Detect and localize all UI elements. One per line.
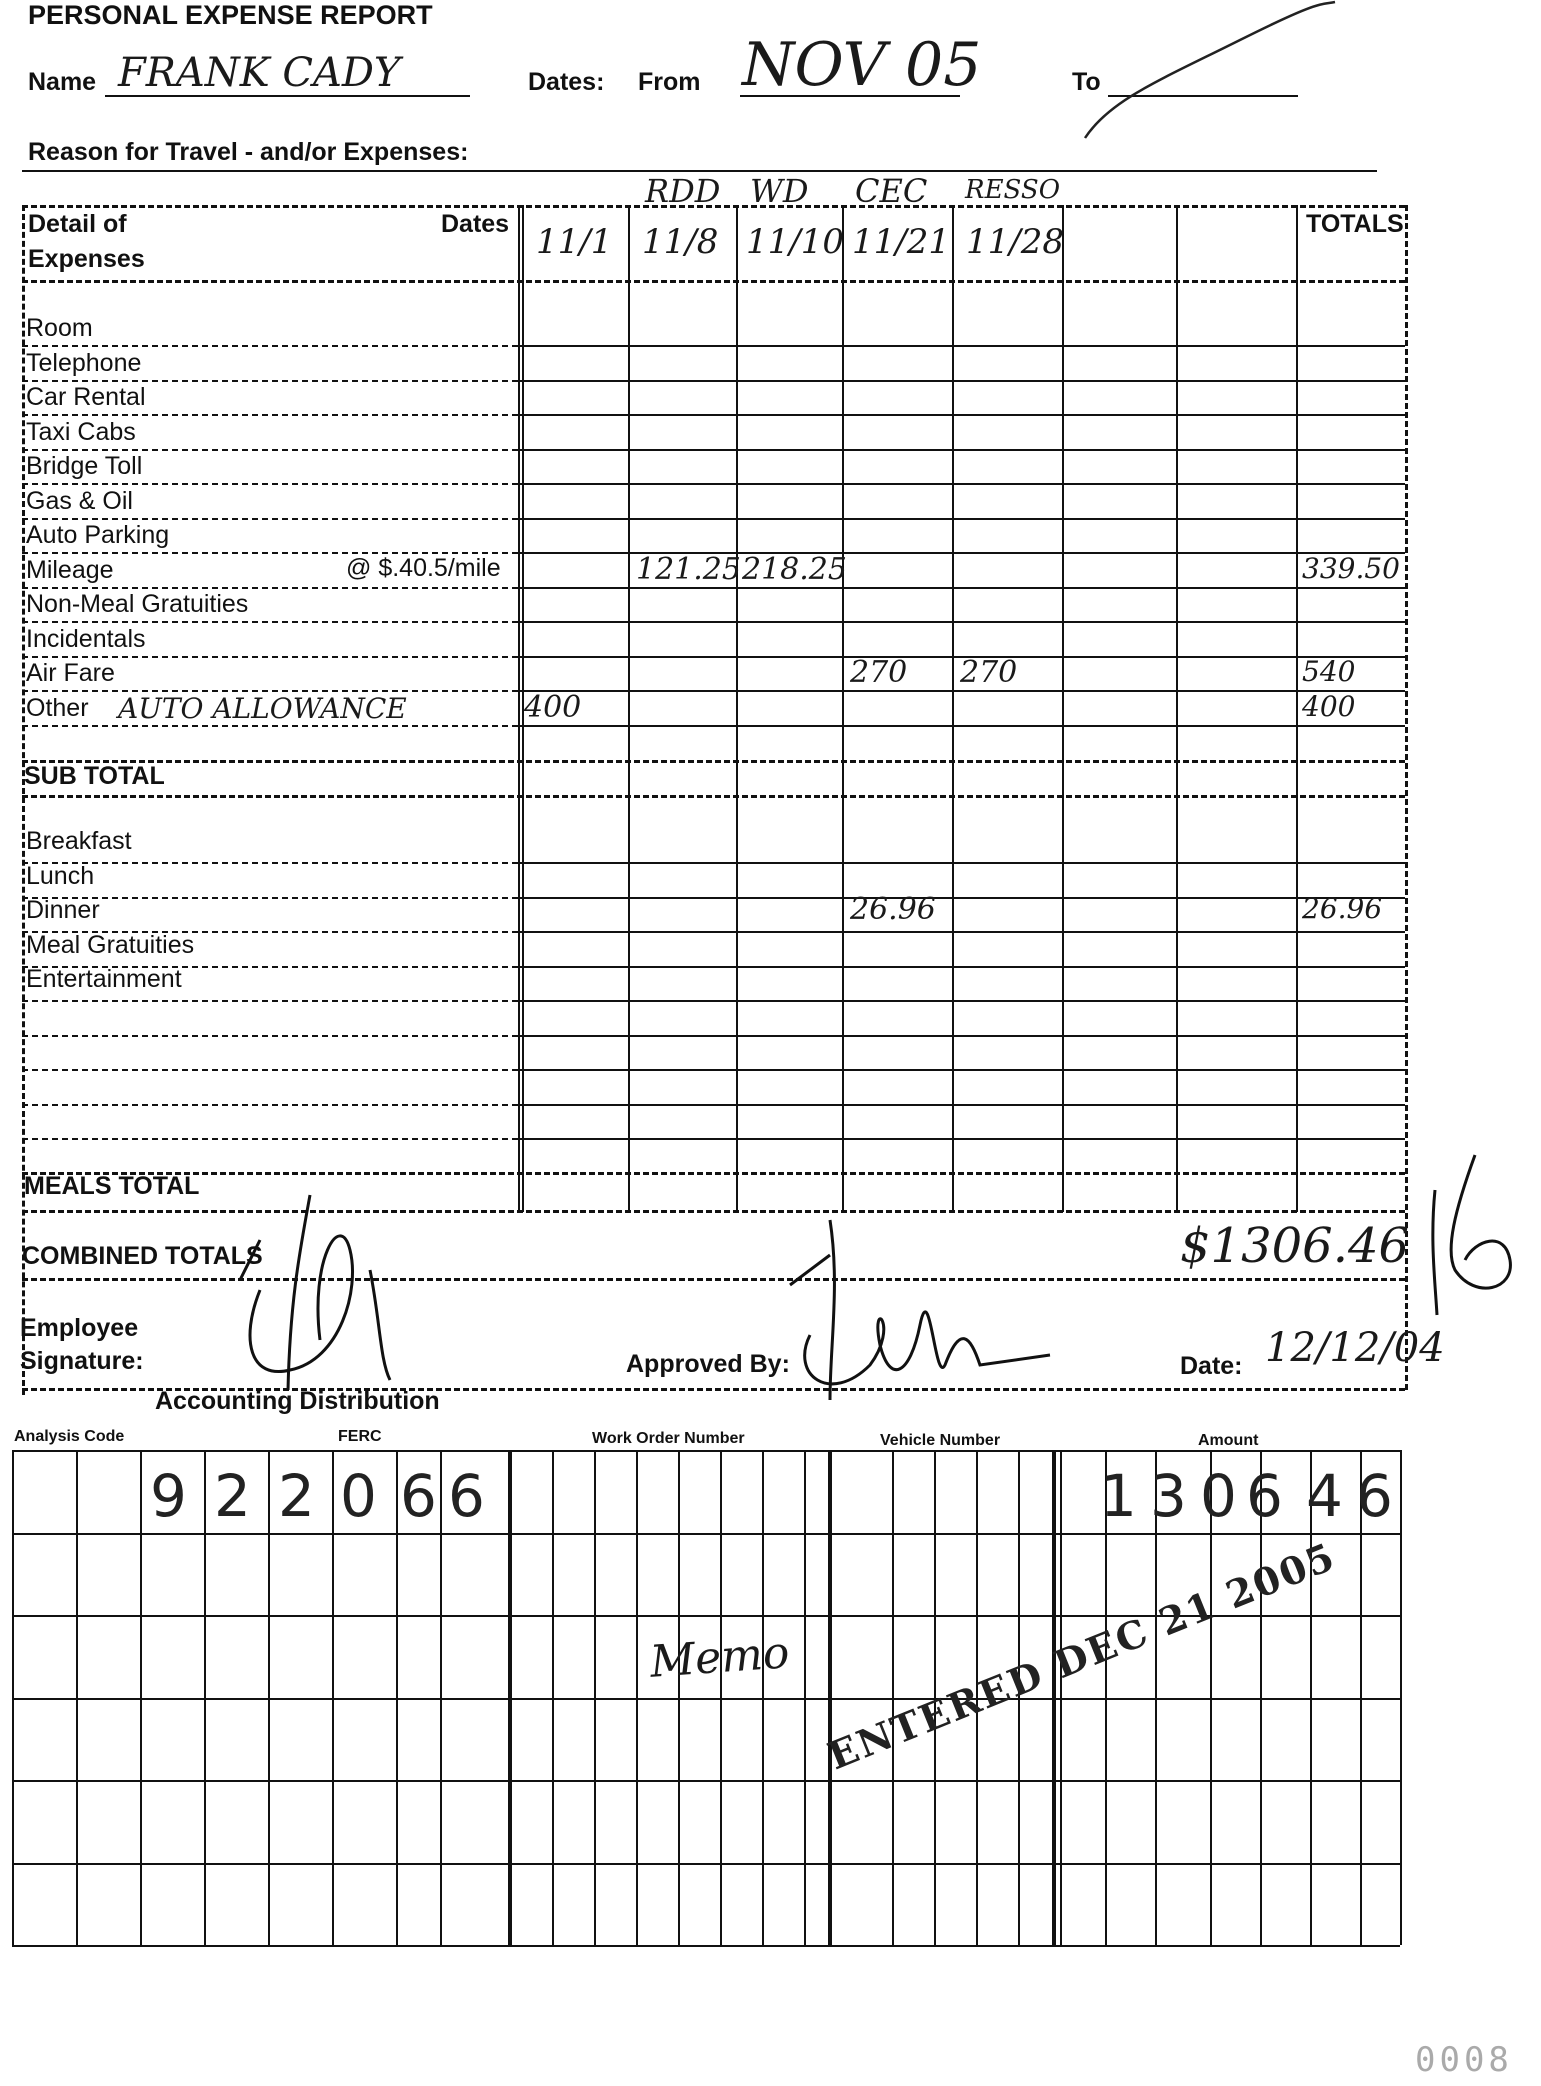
- expense-cell[interactable]: 270: [960, 655, 1018, 690]
- column-note: RESSO: [965, 175, 1061, 205]
- other-description: AUTO ALLOWANCE: [118, 691, 407, 725]
- mileage-rate: @ $.40.5/mile: [346, 553, 501, 582]
- row-label: Mileage: [26, 555, 114, 584]
- subtotal-label: SUB TOTAL: [24, 762, 165, 790]
- ferc-digit[interactable]: 2: [214, 1462, 251, 1530]
- approver-signature-icon: [770, 1215, 1070, 1405]
- expense-cell[interactable]: 121.25: [636, 551, 741, 587]
- vehicle-header: Vehicle Number: [880, 1432, 1001, 1449]
- row-label: Room: [26, 314, 93, 342]
- row-label: Incidentals: [26, 624, 146, 653]
- row-total-cell[interactable]: 400: [1302, 689, 1356, 723]
- row-label: Bridge Toll: [26, 452, 143, 480]
- to-strike-icon: [1080, 0, 1340, 150]
- combined-totals-label: COMBINED TOTALS: [22, 1242, 263, 1270]
- column-note: RDD: [645, 172, 721, 210]
- name-value[interactable]: FRANK CADY: [118, 50, 401, 96]
- column-note: WD: [750, 172, 809, 210]
- expense-cell[interactable]: 26.96: [850, 892, 936, 927]
- ferc-digit[interactable]: 9: [150, 1462, 187, 1530]
- ferc-digit[interactable]: 0: [340, 1462, 377, 1530]
- amount-digit[interactable]: 6: [1356, 1462, 1393, 1530]
- approved-label: Approved By:: [626, 1350, 790, 1378]
- row-label: Non-Meal Gratuities: [26, 590, 249, 618]
- row-label: Breakfast: [26, 827, 132, 855]
- dates-label: Dates:: [528, 68, 605, 96]
- analysis-code-header: Analysis Code: [14, 1428, 125, 1445]
- expense-cell[interactable]: 270: [850, 655, 908, 690]
- signature-label: Signature:: [20, 1347, 144, 1375]
- row-total-cell[interactable]: 540: [1302, 655, 1356, 688]
- ferc-digit[interactable]: 6: [400, 1462, 437, 1530]
- meals-total-label: MEALS TOTAL: [24, 1172, 200, 1200]
- initials-icon: [1415, 1150, 1525, 1320]
- ferc-header: FERC: [338, 1428, 382, 1445]
- ferc-digit[interactable]: 6: [448, 1462, 485, 1530]
- expense-cell[interactable]: 218.25: [742, 551, 847, 587]
- row-label: Other: [26, 693, 89, 722]
- row-total-cell[interactable]: 339.50: [1302, 551, 1400, 585]
- expense-cell[interactable]: 400: [524, 689, 582, 725]
- amount-digit[interactable]: 0: [1200, 1462, 1237, 1530]
- amount-header: Amount: [1198, 1432, 1259, 1449]
- detail-header-2: Expenses: [28, 245, 145, 273]
- totals-header: TOTALS: [1306, 210, 1404, 238]
- to-label: To: [1072, 68, 1101, 96]
- row-label: Telephone: [26, 348, 142, 377]
- row-label: Meal Gratuities: [26, 930, 195, 959]
- work-order-header: Work Order Number: [592, 1430, 745, 1447]
- row-label: Car Rental: [26, 383, 146, 411]
- amount-digit[interactable]: 3: [1150, 1462, 1187, 1530]
- ferc-digit[interactable]: 2: [278, 1462, 315, 1530]
- from-value[interactable]: NOV 05: [742, 30, 982, 100]
- date-column-header: 11/8: [642, 222, 719, 262]
- date-column-header: 11/1: [536, 222, 613, 262]
- date-label: Date:: [1180, 1352, 1243, 1380]
- amount-digit[interactable]: 4: [1306, 1462, 1343, 1530]
- date-value[interactable]: 12/12/04: [1265, 1325, 1445, 1371]
- employee-label: Employee: [20, 1314, 139, 1342]
- combined-totals-value[interactable]: $1306.46: [1180, 1218, 1410, 1274]
- memo-note: Memo: [648, 1627, 791, 1688]
- dates-header: Dates: [441, 210, 510, 238]
- amount-digit[interactable]: 6: [1246, 1462, 1283, 1530]
- row-label: Lunch: [26, 861, 95, 890]
- row-label: Auto Parking: [26, 521, 170, 549]
- column-note: CEC: [855, 172, 928, 210]
- detail-header: Detail of: [28, 210, 127, 238]
- accounting-title: Accounting Distribution: [155, 1387, 440, 1415]
- name-label: Name: [28, 68, 97, 96]
- row-label: Dinner: [26, 896, 100, 924]
- reason-label: Reason for Travel - and/or Expenses:: [28, 138, 469, 166]
- employee-signature-icon: [230, 1190, 450, 1400]
- row-label: Air Fare: [26, 659, 115, 687]
- form-title: PERSONAL EXPENSE REPORT: [28, 0, 433, 30]
- entered-stamp: ENTERED DEC 21 2005: [821, 1533, 1342, 1779]
- date-column-header: 11/10: [746, 222, 844, 262]
- row-label: Taxi Cabs: [26, 417, 136, 446]
- date-column-header: 11/28: [966, 222, 1064, 262]
- from-label: From: [638, 68, 701, 96]
- date-column-header: 11/21: [852, 222, 950, 262]
- amount-digit[interactable]: 1: [1100, 1462, 1137, 1530]
- row-label: Gas & Oil: [26, 486, 133, 515]
- page-number: 0008: [1415, 2040, 1513, 2080]
- row-total-cell[interactable]: 26.96: [1302, 892, 1383, 925]
- row-label: Entertainment: [26, 965, 182, 993]
